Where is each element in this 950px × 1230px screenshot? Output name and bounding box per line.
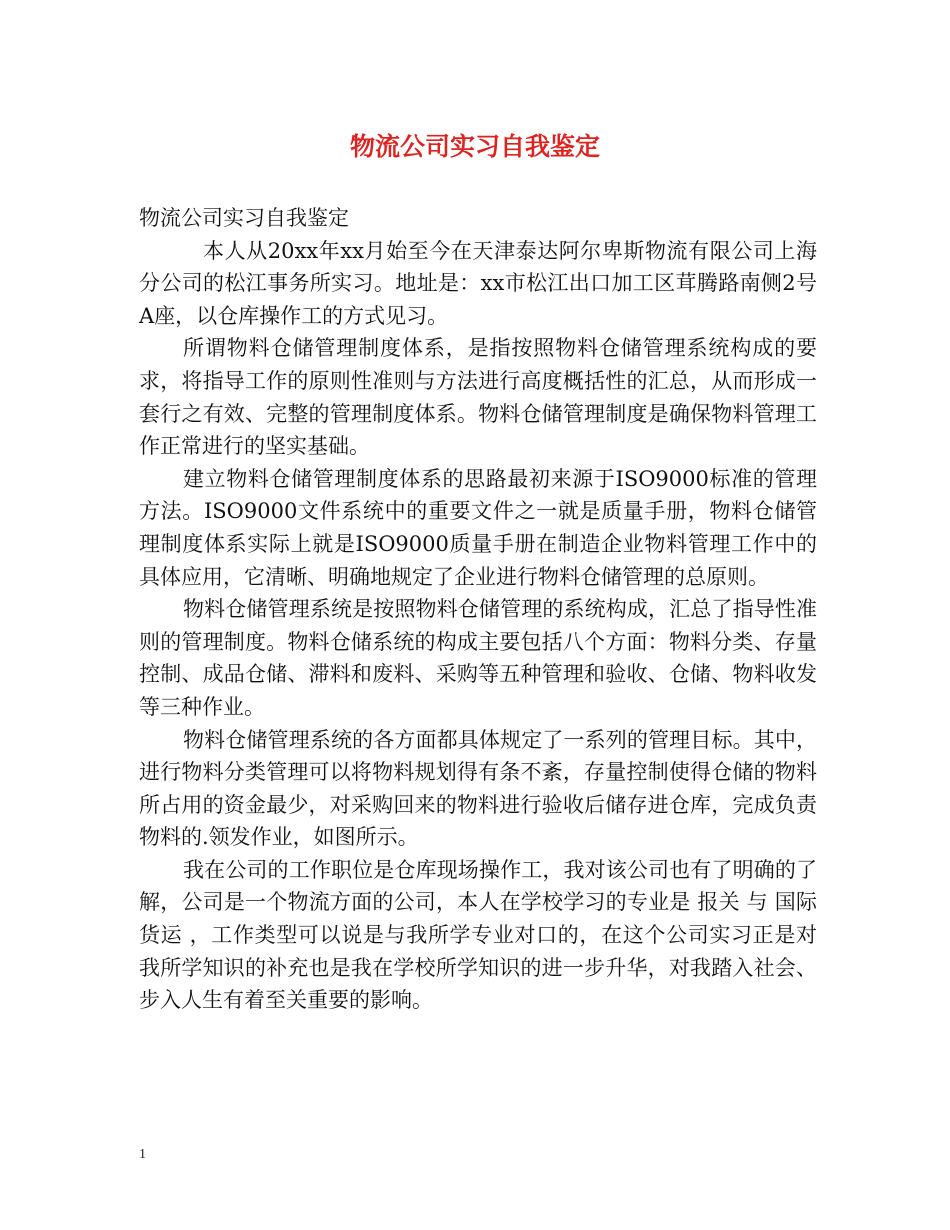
page-number: 1 [139,1147,146,1162]
page-title: 物流公司实习自我鉴定 [349,132,600,161]
paragraph-6: 我在公司的工作职位是仓库现场操作工，我对该公司也有了明确的了解，公司是一个物流方面的公司，本人在学校学习的专业是 报关 与 国际货运 ，工作类型可以说是与我所学专业对口的，在这个公司实习正是对我所学知识的补充也是我在学校所学知识的进一步升华，对我踏入社会、步入人生有着至关重要的影响。 [139,857,817,1013]
document-body [139,202,817,1017]
paragraph-4: 物料仓储管理系统是按照物料仓储管理的系统构成，汇总了指导性准则的管理制度。物料仓储系统的构成主要包括八个方面：物料分类、存量控制、成品仓储、滞料和废料、采购等五种管理和验收、仓储、物料收发等三种作业。 [139,597,817,719]
paragraph-2: 所谓物料仓储管理制度体系，是指按照物料仓储管理系统构成的要求，将指导工作的原则性准则与方法进行高度概括性的汇总，从而形成一套行之有效、完整的管理制度体系。物料仓储管理制度是确保物料管理工作正常进行的坚实基础。 [139,336,817,459]
paragraph-3: 建立物料仓储管理制度体系的思路最初来源于ISO9000标准的管理方法。ISO9000文件系统中的重要文件之一就是质量手册，物料仓储管理制度体系实际上就是ISO9000质量手册在制造企业物料管理工作中的具体应用，它清晰、明确地规定了企业进行物料仓储管理的总原则。 [139,466,817,589]
paragraph-5: 物料仓储管理系统的各方面都具体规定了一系列的管理目标。其中，进行物料分类管理可以将物料规划得有条不紊，存量控制使得仓储的物料所占用的资金最少，对采购回来的物料进行验收后储存进仓库，完成负责物料的.领发作业，如图所示。 [139,727,817,850]
heading-line: 物流公司实习自我鉴定 [139,206,349,230]
paragraph-1: 本人从20xx年xx月始至今在天津泰达阿尔卑斯物流有限公司上海分公司的松江事务所实习。地址是：xx市松江出口加工区茸腾路南侧2号A座，以仓库操作工的方式见习。 [139,238,817,328]
